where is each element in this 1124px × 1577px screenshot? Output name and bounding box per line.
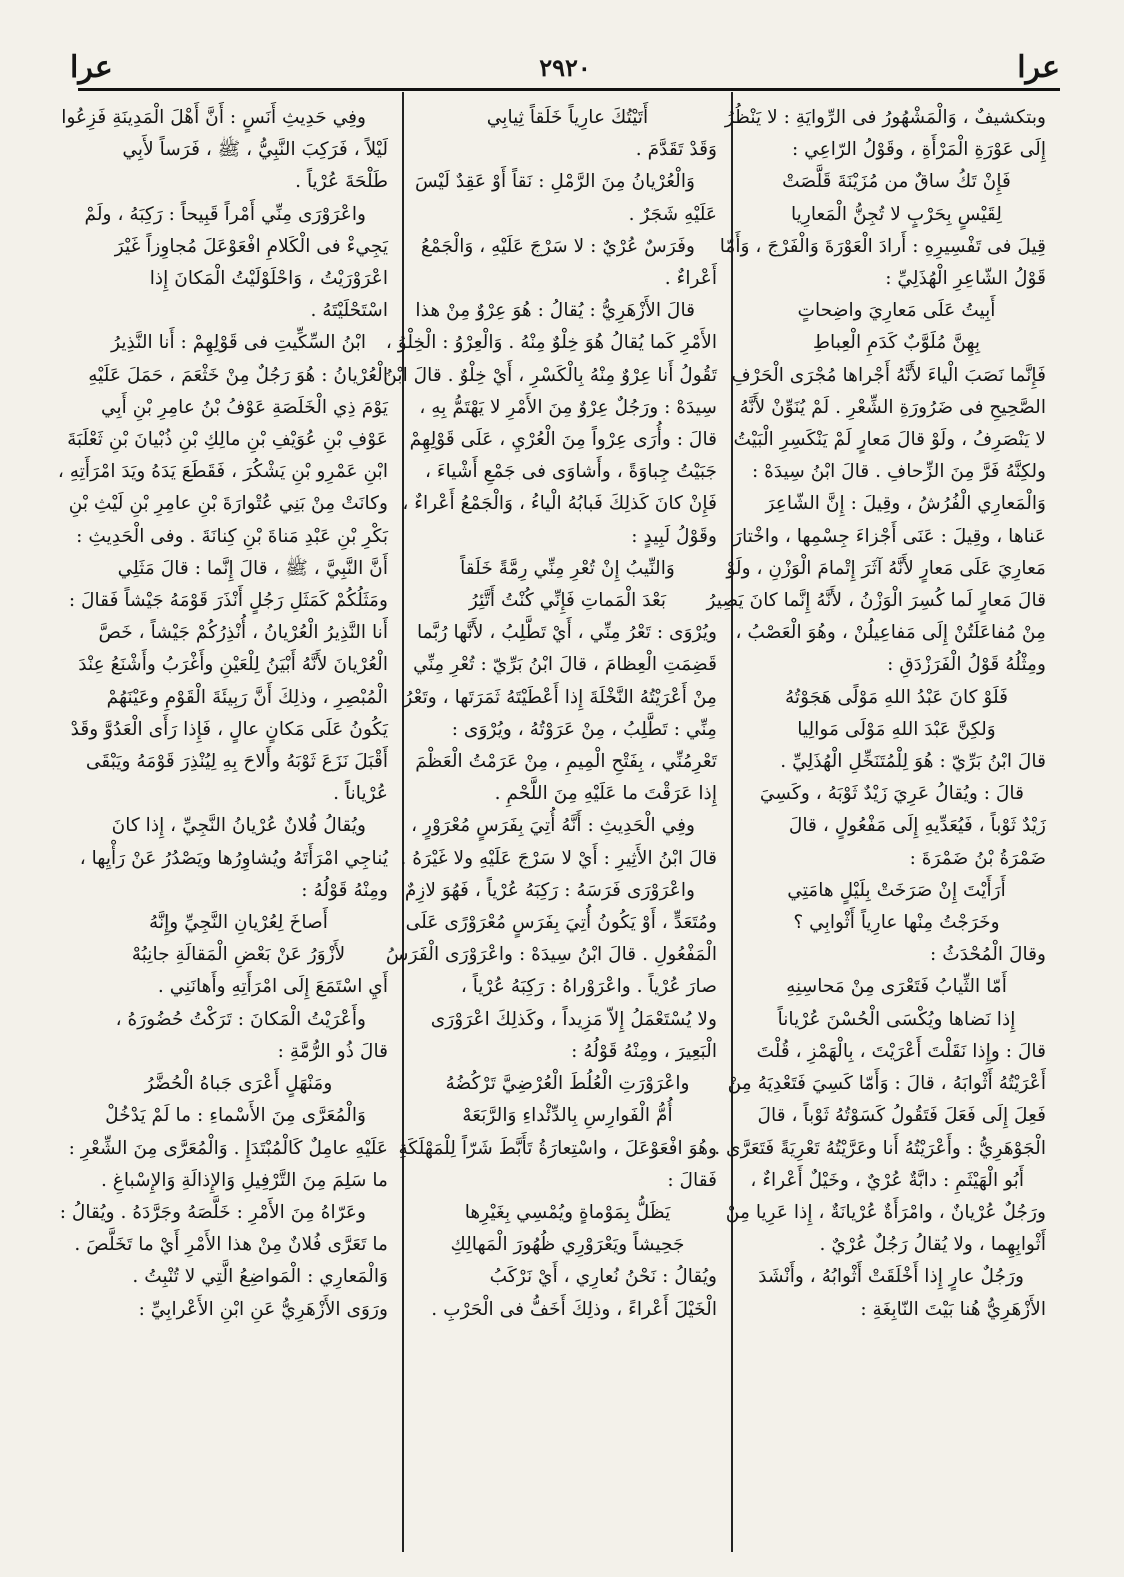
text-line: يَكُونُ عَلَى مَكانٍ عالٍ ، فَإِذا رَأَى الْعَدُوَّ وقَدْ (70, 718, 388, 740)
text-line: وأَعْرَيْتُ الْمَكانَ : تَرَكْتُ حُضُورَهُ ، (115, 1008, 366, 1030)
text-line: عَناها ، وقِيلَ : عَنَى أَجْزاءَ جِسْمِها ، واخْتارَ (733, 525, 1046, 547)
text-line: ما سَلِمَ مِنَ التَّرْفِيلِ وَالإِذالَةِ وَالإِسْباغِ . (100, 1169, 388, 1191)
text-line: أَنَّ النَّبِيَّ ، ﷺ ، قالَ إِنَّما : قالَ مَثَلِي (117, 557, 388, 579)
text-line: الأَمْرِ كَما يُقالُ هُوَ خِلْوٌ مِنْهُ . وَالْعِرْوُ : الْخِلْوُ ، (385, 332, 717, 354)
text-line: مَعارِيَ عَلَى مَعارٍ لأَنَّهُ آثَرَ إِتْمامَ الْوَزْنِ ، ولَوْ (726, 557, 1046, 579)
text-line: ومَنْهَلٍ أَعْرَى جَباهُ الْحُضَّرُ (144, 1073, 333, 1095)
text-line: وَلكِنَّ عَبْدَ اللهِ مَوْلَى مَوالِيا (797, 718, 996, 740)
text-line: أَبُو الْهَيْثَمِ : دابَّةٌ عُرْيٌ ، وخَيْلٌ أَعْراءٌ ، (750, 1169, 1024, 1191)
text-line: ومَثَلُكُمْ كَمَثَلِ رَجُلٍ أَنْذَرَ قَوْمَهُ جَيْشاً فَقالَ : (68, 590, 388, 612)
text-line: قالَ الأَزْهَرِيُّ : يُقالُ : هُوَ عِرْوٌ مِنْ هذا (415, 300, 695, 322)
text-line: فَقالَ : (667, 1169, 717, 1191)
text-line: أَقْبَلَ نَزَعَ ثَوْبَهُ وأَلاحَ بِهِ لِيُنْذِرَ قَوْمَهُ ويَبْقَى (85, 751, 388, 773)
text-line: إِذا نَضاها ويُكْسَى الْحُسْنَ عُرْياناً (777, 1008, 1016, 1030)
text-line: بَكْرِ بْنِ عَبْدِ مَناةَ بْنِ كِنانَةَ . وفى الْحَدِيثِ : (76, 525, 388, 547)
text-line: ولكِنَّهُ فَرَّ مِنَ الزِّحافِ . قالَ ابْنُ سِيدَهْ : (752, 461, 1046, 483)
text-line: وخَرَجْتُ مِنْها عارِياً أَثْوابِي ؟ (793, 912, 1000, 934)
text-line: عُرْياناً . (333, 783, 388, 805)
text-line: جَبَيْتُ جِباوَةً ، وأَشاوَى فى جَمْعِ أَشْياءَ ، (424, 461, 717, 483)
text-line: الْمَفْعُولِ . قالَ ابْنُ سِيدَهْ : واعْرَوْرَى الْفَرَسُ (385, 944, 717, 966)
text-line: جَحِيشاً ويَعْرَوْرِي ظُهُورَ الْمَهالِكِ (450, 1234, 685, 1256)
text-line: الْخَيْلَ أَعْراءً ، وذلِكَ أَخَفُّ فى الْحَرْبِ . (431, 1298, 717, 1320)
text-line: مِنِّي : تَطَّلِبُ ، مِنْ عَرَوْتُهُ ، ويُرْوَى : (451, 718, 717, 740)
text-line: اسْتَحْلَيْتَهُ . (310, 300, 388, 322)
text-line: لِقَيْسٍ بِحَرْبٍ لا تُجِنُّ الْمَعارِيا (791, 203, 1002, 225)
text-columns (57, 92, 1060, 1552)
text-line: لا يَنْصَرِفُ ، ولَوْ قالَ مَعارٍ لَمْ يَنْكَسِرِ الْبَيْتُ (733, 429, 1046, 451)
text-line: وفِي الْحَدِيثِ : أَنَّهُ أُتِيَ بِفَرَسٍ مُعْرَوْرٍ ، (411, 815, 695, 837)
text-line: عَلَيْهِ شَجَرٌ . (628, 203, 717, 225)
column-middle (383, 92, 731, 1552)
text-line: واعْرَوْرَى فَرَسَهُ : رَكِبَهُ عُرْياً ، فَهُوَ لازِمٌ (404, 879, 695, 901)
text-line: واعْرَوْرَى مِنِّي أَمْراً قَبِيحاً : رَكِبَهُ ، ولَمْ (84, 203, 366, 225)
text-line: أُمُّ الْفَوارِسِ بِالدِّئْداءِ وَالرَّبَعَهْ (462, 1105, 673, 1127)
text-line: وَالْمَعارِي الْفُرُشُ ، وقِيلَ : إِنَّ الشّاعِرَ (765, 493, 1046, 515)
text-line: زَيْدٌ ثَوْباً ، فَيُعَدِّيهِ إِلَى مَفْعُولٍ ، قالَ (788, 815, 1046, 837)
text-line: قالَ ابْنُ الأَثِيرِ : أَيْ لا سَرْجَ عَلَيْهِ ولا غَيْرَهُ . (400, 847, 717, 869)
text-line: قالَ ذُو الرُّمَّةِ : (277, 1040, 388, 1062)
text-line: تَعْرِمُنِّي ، بِفَتْحِ الْمِيمِ ، مِنْ عَرَمْتُ الْعَظْمَ (415, 751, 717, 773)
text-line: ومِنْهُ قَوْلُهُ : (301, 879, 388, 901)
text-line: وَالْمُعَرَّى مِنَ الأَسْماءِ : ما لَمْ يَدْخُلْ (105, 1105, 366, 1127)
text-line: ورَجُلٌ عُرْيانٌ ، وامْرَأَةٌ عُرْيانَةٌ ، إِذا عَرِيا مِنْ (725, 1201, 1046, 1223)
text-line: وَقَدْ تَقَدَّمَ . (635, 139, 717, 161)
text-line: وقَوْلُ لَبِيدٍ : (631, 525, 717, 547)
text-line: فَعِلَ إِلَى فَعَلَ فَتَقُولُ كَسَوْتُهُ ثَوْباً ، قالَ (757, 1105, 1046, 1127)
header-rule (78, 88, 1060, 91)
text-line: أَبِيتُ عَلَى مَعارِيَ واضِحاتٍ (797, 300, 996, 322)
text-line: إِلَى عَوْرَةِ الْمَرْأَةِ ، وقَوْلُ الرّاعِي : (791, 139, 1046, 161)
text-line: مِنْ مُفاعَلَتُنْ إِلَى مَفاعِيلُنْ ، وهُوَ الْعَصْبُ ، (735, 622, 1046, 644)
text-line: يَجِيءْ فى الْكَلامِ افْعَوْعَلَ مُجاوِزاً غَيْرَ (114, 235, 388, 257)
text-line: وبتكشيفٌ ، وَالْمَشْهُورُ فى الرِّوايَةِ : لا يَنْظُرُ (724, 107, 1046, 128)
text-line: قالَ : ويُقالُ عَرِيَ زَيْدٌ ثَوْبَهُ ، وكَسِيَ (759, 783, 1024, 805)
text-line: واعْرَوْرَتِ الْعُلُطَ الْعُرْضِيَّ تَرْكُضُهُ (445, 1073, 690, 1095)
column-left (57, 92, 402, 1552)
text-line: قَوْلُ الشّاعِرِ الْهُذَلِيِّ : (885, 268, 1046, 290)
text-line: ورَجُلٌ عارٍ إِذا أَخْلَقَتْ أَثْوابُهُ ، وأَنْشَدَ (758, 1266, 1024, 1288)
text-line: الْجَوْهَرِيُّ : وأَعْرَيْتُهُ أَنا وعَرَّيْتُهُ تَعْرِيَةً فَتَعَرَّى . (714, 1137, 1046, 1159)
text-line: أَنا النَّذِيرُ الْعُرْيانُ ، أُنْذِرُكُمْ جَيْشاً ، خَصَّ (98, 622, 388, 644)
text-line: الصَّحِيحِ فى ضَرُورَةِ الشِّعْرِ . لَمْ يُنَوِّنْ لأَنَّهُ (739, 396, 1046, 418)
text-line: فَإِنَّما نَصَبَ الْياءَ لأَنَّهُ أَجْراها مُجْرَى الْحَرْفِ (731, 364, 1046, 386)
text-line: الْعُرْيانُ : هُوَ رَجُلٌ مِنْ خَثْعَمَ ، حَمَلَ عَلَيْهِ (88, 364, 388, 386)
text-line: وَالْعُرْيانُ مِنَ الرَّمْلِ : نَقاً أَوْ عَقِدٌ لَيْسَ (414, 171, 695, 193)
text-line: أَثْوابِهِما ، ولا يُقالُ رَجُلٌ عُرْيٌ . (819, 1234, 1046, 1256)
text-line: عَوْفِ بْنِ عُوَيْفِ بْنِ مالِكِ بْنِ ذُبْيانَ بْنِ ثَعْلَبَةَ (67, 429, 388, 451)
text-line: قالَ : وأُرَى عِرْواً مِنَ الْعُرْيِ ، عَلَى قَوْلِهِمْ (409, 429, 717, 451)
text-line: أَتَيْتُكَ عارِياً خَلَقاً ثِيابِي (486, 107, 649, 128)
text-line: وفِي حَدِيثِ أَنَسٍ : أَنَّ أَهْلَ الْمَدِينَةِ فَزِعُوا (61, 107, 366, 128)
text-line: فَلَوْ كانَ عَبْدُ اللهِ مَوْلًى هَجَوْتُهُ (784, 686, 1009, 708)
text-line: ابْنِ عَمْرِو بْنِ يَشْكُرَ ، فَقَطَعَ يَدَهُ ويَدَ امْرَأَتِهِ ، (57, 461, 388, 483)
page-number: ٢٩٢٠ (539, 53, 591, 82)
text-line: قِيلَ فى تَفْسِيرِهِ : أَرادَ الْعَوْرَةَ وَالْفَرْجَ ، وَأَمّا (719, 235, 1046, 257)
text-line: بَعْدَ الْمَماتِ فَإِنِّي كُنْتُ أَتَّئِرُ (468, 590, 667, 612)
text-line: طَلْحَةَ عُرْياً . (295, 171, 388, 193)
text-line: ضَمْرَةُ بْنُ ضَمْرَةَ : (909, 847, 1046, 869)
text-line: يُناجِي امْرَأَتَهُ ويُشاوِرُها ويَصْدُرُ عَنْ رَأْيِها ، (79, 847, 388, 869)
text-line: أَيِ اسْتَمَعَ إِلَى امْرَأَتِهِ وأَهانَنِي . (157, 976, 388, 998)
text-line: ورَوَى الأَزْهَرِيُّ عَنِ ابْنِ الأَعْرابِيِّ : (138, 1298, 388, 1320)
text-line: فَإِنْ تَكُ ساقٌ من مُزَيْنَةَ قَلَّصَتْ (782, 171, 1011, 193)
text-line: اعْرَوْرَيْتُ ، وَاحْلَوْلَيْتُ الْمَكانَ إِذا (149, 268, 388, 290)
text-line: ويُقالُ فُلانٌ عُرْيانُ النَّجِيِّ ، إِذا كانَ (111, 815, 366, 837)
text-line: صارَ عُرْياً . واعْرَوْراهُ : رَكِبَهُ عُرْياً ، (460, 976, 717, 998)
text-line: تَقُولُ أَنا عِرْوٌ مِنْهُ بِالْكَسْرِ ، أَيْ خِلْوٌ . قالَ ابْنُ (383, 364, 717, 386)
text-line: ابْنُ السِّكِّيتِ فى قَوْلِهِمْ : أَنا النَّذِيرُ (111, 332, 366, 354)
text-line: أَصاخَ لِعُرْيانِ النَّجِيِّ وإِنَّهُ (149, 912, 328, 934)
text-line: وَالْمَعارِي : الْمَواضِعُ الَّتِي لا تُنْبِتُ . (132, 1266, 388, 1288)
text-line: أَعْرَيْتُهُ أَثْوابَهُ ، قالَ : وَأَمّا كَسِيَ فَتَعْدِيَهُ مِنْ (727, 1073, 1046, 1095)
text-line: أَعْراءٌ . (664, 268, 717, 290)
text-line: وعَرّاهُ مِنَ الأَمْرِ : خَلَّصَهُ وجَرَّدَهُ . ويُقالُ : (59, 1201, 366, 1223)
text-line: أَمّا الثِّيابُ فَتَعْرَى مِنْ مَحاسِنِهِ (786, 976, 1007, 998)
text-line: قَضِمَتِ الْعِظامَ ، قالَ ابْنُ بَرِّيّ : تُعْرِ مِنِّي (413, 654, 717, 676)
text-line: وهُوَ افْعَوْعَلَ ، واسْتِعارَةُ تَأَبَّطَ شَرّاً لِلْمَهْلَكَةِ (398, 1137, 717, 1159)
text-line: مِنْ أَعْرَيْتُهُ النَّخْلَةَ إِذا أَعْطَيْتَهُ ثَمَرَتَها ، وتَعْرُ (403, 686, 717, 708)
text-line: قالَ مَعارٍ لَما كُسِرَ الْوَزْنُ ، لأَنَّهُ إِنَّما كانَ يَصِيرُ (706, 590, 1046, 612)
text-line: لأَزْوَرُ عَنْ بَعْضِ الْمَقالَةِ جانِبُهْ (131, 944, 346, 966)
text-line: سِيدَهْ : ورَجُلٌ عِرْوٌ مِنَ الأَمْرِ لا يَهْتَمُّ بِهِ ، (419, 396, 717, 418)
text-line: الْعُرْيانَ لأَنَّهُ أَبْيَنُ لِلْعَيْنِ وأَغْرَبُ وأَشْنَعُ عِنْدَ (78, 654, 388, 676)
text-line: عَلَيْهِ عامِلٌ كَالْمُبْتَدَإِ . وَالْمُعَرَّى مِنَ الشِّعْرِ : (68, 1137, 388, 1159)
text-line: الأَزْهَرِيُّ هُنا بَيْتَ النّابِغَةِ : (860, 1298, 1046, 1320)
text-line: ومِثْلُهُ قَوْلُ الْفَرَزْدَقِ : (887, 654, 1046, 676)
text-line: إِذا عَرَقْتَ ما عَلَيْهِ مِنَ اللَّحْمِ . (494, 783, 717, 805)
text-line: ويُقالُ : نَحْنُ نُعارِي ، أَيْ نَرْكَبُ (489, 1266, 717, 1288)
text-line: فَإِنْ كانَ كَذلِكَ فَبابُهُ الْياءُ ، وَالْجَمْعُ أَعْراءٌ ، (402, 493, 717, 515)
page-header (70, 48, 1060, 88)
column-right (706, 92, 1060, 1552)
header-root-word-right: عرا (1017, 50, 1060, 85)
text-line: وكانَتْ مِنْ بَنِي عُتْوارَةَ بْنِ عامِرِ بْنِ لَيْثِ بْنِ (68, 493, 388, 515)
text-line: وقالَ الْمُحْدَثُ : (930, 944, 1046, 966)
text-line: لَيْلاً ، فَرَكِبَ النَّبِيُّ ، ﷺ ، فَرَساً لأَبِي (122, 139, 388, 161)
text-line: قالَ ابْنُ بَرِّيّ : هُوَ لِلْمُتَنَخِّلِ الْهُذَلِيِّ . (780, 751, 1046, 773)
text-line: ما تَعَرَّى فُلانٌ مِنْ هذا الأَمْرِ أَيْ ما تَخَلَّصَ . (74, 1234, 388, 1256)
text-line: وَالنِّيبُ إِنْ تُعْرِ مِنِّي رِمَّةً خَلَقاً (460, 557, 675, 579)
text-line: قالَ : وإِذا نَقَلْتَ أَعْرَيْتَ ، بِالْهَمْزِ ، قُلْتَ (756, 1040, 1046, 1062)
text-line: ولا يُسْتَعْمَلُ إِلاّ مَزِيداً ، وكَذلِكَ اعْرَوْرَى (430, 1008, 717, 1030)
header-root-word-left: عرا (70, 50, 113, 85)
text-line: يَظَلُّ بِمَوْماةٍ ويُمْسِي بِغَيْرِها (464, 1201, 671, 1223)
text-line: ومُتَعَدٍّ ، أَوْ يَكُونُ أُتِيَ بِفَرَسٍ مُعْرَوْرًى عَلَى (405, 912, 717, 934)
text-line: ويُرْوَى : تَعْرُ مِنِّي ، أَيْ تَطَّلِبُ ، لأَنَّها رُبَّما (416, 622, 717, 644)
text-line: وفَرَسٌ عُرْيٌ : لا سَرْجَ عَلَيْهِ ، وَالْجَمْعُ (420, 235, 695, 257)
text-line: أَرَأَيْتَ إِنْ صَرَخَتْ بِلَيْلٍ هامَتِي (787, 879, 1006, 901)
text-line: الْمُبْصِرِ ، وذلِكَ أَنَّ رَبِيئَةَ الْقَوْمِ وعَيْنَهُمْ (106, 686, 388, 708)
text-line: بِهِنَّ مُلَوَّبٌ كَدَمِ الْعِباطِ (812, 332, 981, 354)
text-line: يَوْمَ ذِي الْخَلَصَةِ عَوْفُ بْنُ عامِرِ بْنِ أَبِي (100, 396, 388, 418)
text-line: الْبَعِيرَ ، ومِنْهُ قَوْلُهُ : (571, 1040, 717, 1062)
